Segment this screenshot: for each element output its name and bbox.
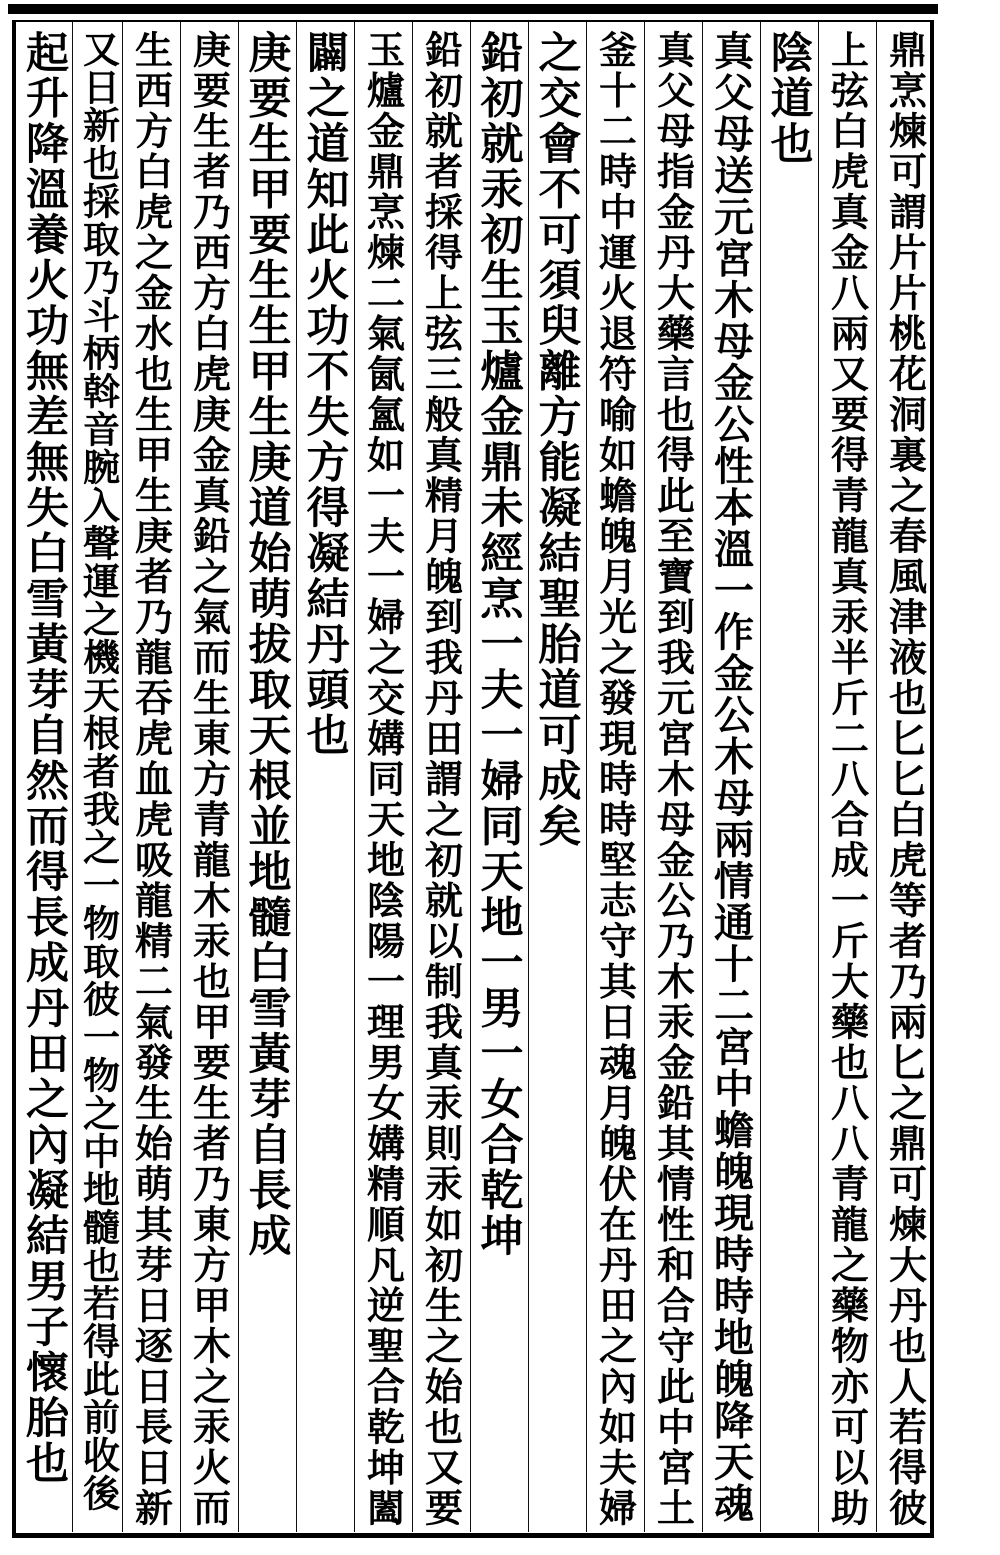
column-text: 鉛初就汞初生玉爐金鼎未經烹一夫一婦同天地一男一女合乾坤 [473,30,524,1259]
column-text: 庚要生者乃西方白虎庚金真鉛之氣而生東方青龍木汞也甲要生者乃東方甲木之汞火而 [186,30,232,1529]
text-column-6 [586,22,642,1532]
column-text: 玉爐金鼎烹煉二氣氤氳如一夫一婦之交媾同天地陰陽一理男女媾精順凡逆聖合乾坤闔 [360,30,406,1529]
text-column-10 [354,22,410,1532]
text-column-16 [16,22,72,1532]
column-text: 陰道也 [763,30,814,167]
column-text: 之交會不可須臾離方能凝結聖胎道可成矣 [531,30,582,849]
column-text: 生西方白虎之金水也生甲生庚者乃龍吞虎血虎吸龍精二氣發生始萌其芽日逐日長日新 [128,30,174,1529]
text-column-9 [412,22,468,1532]
text-column-13 [180,22,236,1532]
column-text: 鉛初就者採得上弦三般真精月魄到我丹田謂之初就以制我真汞則汞如初生之始也又要 [418,30,464,1529]
column-text: 真父母指金丹大藥言也得此至寶到我元宮木母金公乃木汞金鉛其情性和合守此中宮土 [650,30,696,1529]
text-column-15 [72,22,124,1532]
column-text: 釜十二時中運火退符喻如蟾魄月光之發現時時堅志守其日魂月魄伏在丹田之內如夫婦 [592,30,638,1529]
text-column-8 [470,22,526,1532]
text-column-4 [702,22,758,1532]
column-text: 闢之道知此火功不失方得凝結丹頭也 [299,30,350,758]
text-column-5 [644,22,700,1532]
text-column-7 [528,22,584,1532]
column-text: 又日新也採取乃斗柄斡音腕入聲運之機天根者我之一物取彼一物之中地髓也若得此前收後 [76,30,121,1512]
text-column-1 [876,22,932,1532]
text-column-3 [760,22,816,1532]
text-column-2 [818,22,874,1532]
column-text: 起升降溫養火功無差無失白雪黃芽自然而得長成丹田之內凝結男子懷胎也 [19,30,69,1486]
top-border-rule [8,4,938,14]
text-column-14 [122,22,178,1532]
text-column-12 [238,22,294,1532]
column-text: 鼎烹煉可謂片片桃花洞裏之春風津液也匕匕白虎等者乃兩匕之鼎可煉大丹也人若得彼 [882,30,928,1529]
column-text: 上弦白虎真金八兩又要得青龍真汞半斤二八合成一斤大藥也八八青龍之藥物亦可以助 [824,30,870,1529]
column-text: 真父母送元宮木母金公性本溫一作金公木母兩情通十二宮中蟾魄現時時地魄降天魂 [707,30,755,1524]
column-text: 庚要生甲要生生甲生庚道始萌拔取天根並地髓白雪黃芽自長成 [241,30,292,1259]
text-column-11 [296,22,352,1532]
